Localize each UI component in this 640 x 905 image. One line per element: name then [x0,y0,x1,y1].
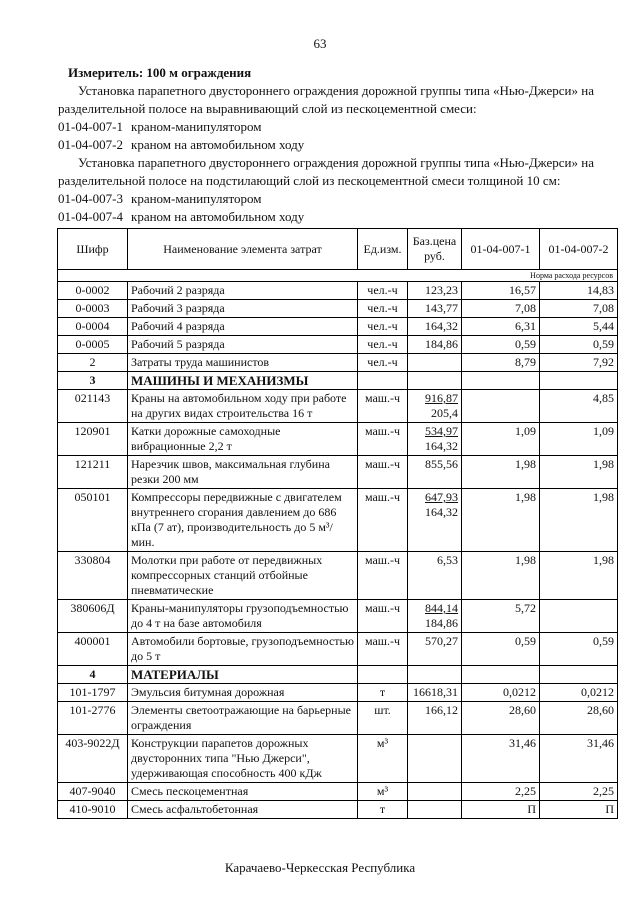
cell-price: 143,77 [408,300,462,318]
header-code: Шифр [58,229,128,270]
norm-label-row [58,270,618,282]
cell-norm-2: 1,98 [540,489,618,552]
cell-norm-2: 31,46 [540,735,618,783]
section-code: 3 [58,372,128,390]
cell-norm-1: 5,72 [462,600,540,633]
header-col-2: 01-04-007-2 [540,229,618,270]
cell-unit: чел.-ч [358,282,408,300]
cell-unit: чел.-ч [358,318,408,336]
cell-norm-1: 16,57 [462,282,540,300]
table-row [58,783,618,801]
price-wage: 205,4 [431,406,458,420]
price-wage: 184,86 [425,616,458,630]
cell-norm-2: 1,09 [540,423,618,456]
item-text: краном-манипулятором [131,191,262,206]
item-line [58,190,618,208]
cell-unit: т [358,801,408,819]
description-2-line-2: разделительной полосе на подстилающий слой из пескоцементной смеси толщиной 10 см: [58,173,561,188]
cell-price [408,783,462,801]
empty-cell [462,666,540,684]
table-row [58,552,618,600]
section-title: МАТЕРИАЛЫ [128,666,358,684]
price-total: 916,87 [425,391,458,405]
cell-norm-2: 7,92 [540,354,618,372]
cell-unit: чел.-ч [358,354,408,372]
cell-norm-2: 14,83 [540,282,618,300]
description-1-line-1: Установка парапетного двустороннего ограждения дорожной группы типа «Нью-Джерси» на [78,83,594,98]
empty-cell [408,666,462,684]
cell-name: Рабочий 2 разряда [128,282,358,300]
price-total: 647,93 [425,490,458,504]
cell-name: Катки дорожные самоходные вибрационные 2,2 т [128,423,358,456]
empty-cell [540,372,618,390]
empty-cell [462,372,540,390]
table-row [58,354,618,372]
cell-unit: м³ [358,783,408,801]
cell-unit: чел.-ч [358,300,408,318]
cell-code: 410-9010 [58,801,128,819]
section-row [58,372,618,390]
cell-name: Затраты труда машинистов [128,354,358,372]
header-name: Наименование элемента затрат [128,229,358,270]
cell-price [408,423,462,456]
table-row [58,735,618,783]
cell-code: 0-0003 [58,300,128,318]
cell-unit: шт. [358,702,408,735]
cell-code: 407-9040 [58,783,128,801]
cell-price [408,354,462,372]
table-row [58,489,618,552]
price-wage: 570,27 [425,634,458,648]
item-text: краном-манипулятором [131,119,262,134]
cell-norm-2: 2,25 [540,783,618,801]
cell-norm-1: 8,79 [462,354,540,372]
table-row [58,633,618,666]
section-code: 4 [58,666,128,684]
resource-norms-table [57,228,618,819]
empty-cell [358,666,408,684]
cell-name: Рабочий 4 разряда [128,318,358,336]
item-text: краном на автомобильном ходу [131,137,305,152]
cell-code: 121211 [58,456,128,489]
cell-code: 330804 [58,552,128,600]
cell-code: 101-1797 [58,684,128,702]
price-wage: 164,32 [425,505,458,519]
cell-norm-1: 28,60 [462,702,540,735]
cell-name: Эмульсия битумная дорожная [128,684,358,702]
cell-unit: маш.-ч [358,456,408,489]
table-row [58,282,618,300]
table-row [58,318,618,336]
cell-norm-1: 0,59 [462,633,540,666]
cell-unit: чел.-ч [358,336,408,354]
cell-norm-2: П [540,801,618,819]
cell-norm-2: 1,98 [540,456,618,489]
table-row [58,600,618,633]
cell-code: 0-0005 [58,336,128,354]
cell-norm-1: 31,46 [462,735,540,783]
measure-heading: Измеритель: 100 м ограждения [68,65,252,80]
cell-code: 050101 [58,489,128,552]
cell-price: 16618,31 [408,684,462,702]
cell-name: Рабочий 3 разряда [128,300,358,318]
norm-label: Норма расхода ресурсов [58,270,618,282]
section-title: МАШИНЫ И МЕХАНИЗМЫ [128,372,358,390]
cell-code: 120901 [58,423,128,456]
cell-norm-1: 1,98 [462,456,540,489]
cell-unit: маш.-ч [358,489,408,552]
cell-norm-1: 1,98 [462,552,540,600]
cell-code: 0-0004 [58,318,128,336]
cell-price [408,552,462,600]
price-wage: 855,56 [425,457,458,471]
header-unit: Ед.изм. [358,229,408,270]
cell-norm-2: 0,0212 [540,684,618,702]
table-row [58,801,618,819]
cell-unit: т [358,684,408,702]
cell-code: 021143 [58,390,128,423]
cell-norm-1 [462,390,540,423]
cell-price [408,456,462,489]
cell-price: 184,86 [408,336,462,354]
cell-name: Компрессоры передвижные с двигателем внутреннего сгорания давлением до 686 кПа (7 ат), производительность до 5 м³/мин. [128,489,358,552]
cell-name: Элементы светоотражающие на барьерные ограждения [128,702,358,735]
table-row [58,390,618,423]
cell-code: 2 [58,354,128,372]
empty-cell [358,372,408,390]
cell-price [408,390,462,423]
cell-name: Автомобили бортовые, грузоподъемностью до 5 т [128,633,358,666]
cell-unit: маш.-ч [358,423,408,456]
cell-price: 123,23 [408,282,462,300]
table-row [58,684,618,702]
section-row [58,666,618,684]
cell-name: Нарезчик швов, максимальная глубина резки 200 мм [128,456,358,489]
header-price: Баз.цена руб. [408,229,462,270]
table-header-row [58,229,618,270]
cell-price: 166,12 [408,702,462,735]
cell-unit: маш.-ч [358,552,408,600]
cell-norm-1: 7,08 [462,300,540,318]
cell-price [408,735,462,783]
empty-cell [540,666,618,684]
cell-name: Смесь пескоцементная [128,783,358,801]
cell-name: Конструкции парапетов дорожных двусторонних типа "Нью Джерси", удерживающая способность 400 кДж [128,735,358,783]
cell-code: 400001 [58,633,128,666]
item-line [58,118,618,136]
cell-norm-2: 7,08 [540,300,618,318]
table-row [58,702,618,735]
description-2-line-1: Установка парапетного двустороннего ограждения дорожной группы типа «Нью-Джерси» на [78,155,594,170]
cell-unit: м³ [358,735,408,783]
cell-price: 164,32 [408,318,462,336]
cell-norm-2: 0,59 [540,633,618,666]
item-line [58,136,618,154]
cell-norm-2: 1,98 [540,552,618,600]
item-text: краном на автомобильном ходу [131,209,305,224]
description-1-line-2: разделительной полосе на выравнивающий слой из пескоцементной смеси: [58,101,477,116]
table-row [58,336,618,354]
footer-region: Карачаево-Черкесская Республика [224,860,416,875]
cell-norm-1: 0,0212 [462,684,540,702]
intro-block [58,64,618,226]
cell-code: 380606Д [58,600,128,633]
cell-code: 403-9022Д [58,735,128,783]
cell-norm-1: 0,59 [462,336,540,354]
cell-norm-1: П [462,801,540,819]
cell-code: 0-0002 [58,282,128,300]
item-code: 01-04-007-2 [58,137,123,152]
table-row [58,300,618,318]
cell-norm-2: 28,60 [540,702,618,735]
cell-norm-1: 1,09 [462,423,540,456]
cell-norm-2: 4,85 [540,390,618,423]
cell-unit: маш.-ч [358,600,408,633]
cell-name: Краны-манипуляторы грузоподъемностью до 4 т на базе автомобиля [128,600,358,633]
price-total: 534,97 [425,424,458,438]
cell-norm-2: 5,44 [540,318,618,336]
cell-name: Молотки при работе от передвижных компрессорных станций отбойные пневматические [128,552,358,600]
item-code: 01-04-007-4 [58,209,123,224]
cell-name: Смесь асфальтобетонная [128,801,358,819]
empty-cell [408,372,462,390]
item-code: 01-04-007-1 [58,119,123,134]
price-wage: 164,32 [425,439,458,453]
cell-norm-1: 2,25 [462,783,540,801]
item-line [58,208,618,226]
cell-unit: маш.-ч [358,390,408,423]
table-row [58,456,618,489]
cell-price [408,489,462,552]
cell-norm-1: 6,31 [462,318,540,336]
cell-name: Краны на автомобильном ходу при работе на других видах строительства 16 т [128,390,358,423]
header-col-1: 01-04-007-1 [462,229,540,270]
item-code: 01-04-007-3 [58,191,123,206]
cell-norm-2: 0,59 [540,336,618,354]
cell-unit: маш.-ч [358,633,408,666]
cell-price [408,600,462,633]
cell-price [408,633,462,666]
price-total: 844,14 [425,601,458,615]
price-wage: 6,53 [437,553,458,567]
cell-norm-1: 1,98 [462,489,540,552]
cell-price [408,801,462,819]
page-number: 63 [313,36,327,51]
cell-norm-2 [540,600,618,633]
table-row [58,423,618,456]
cell-name: Рабочий 5 разряда [128,336,358,354]
cell-code: 101-2776 [58,702,128,735]
